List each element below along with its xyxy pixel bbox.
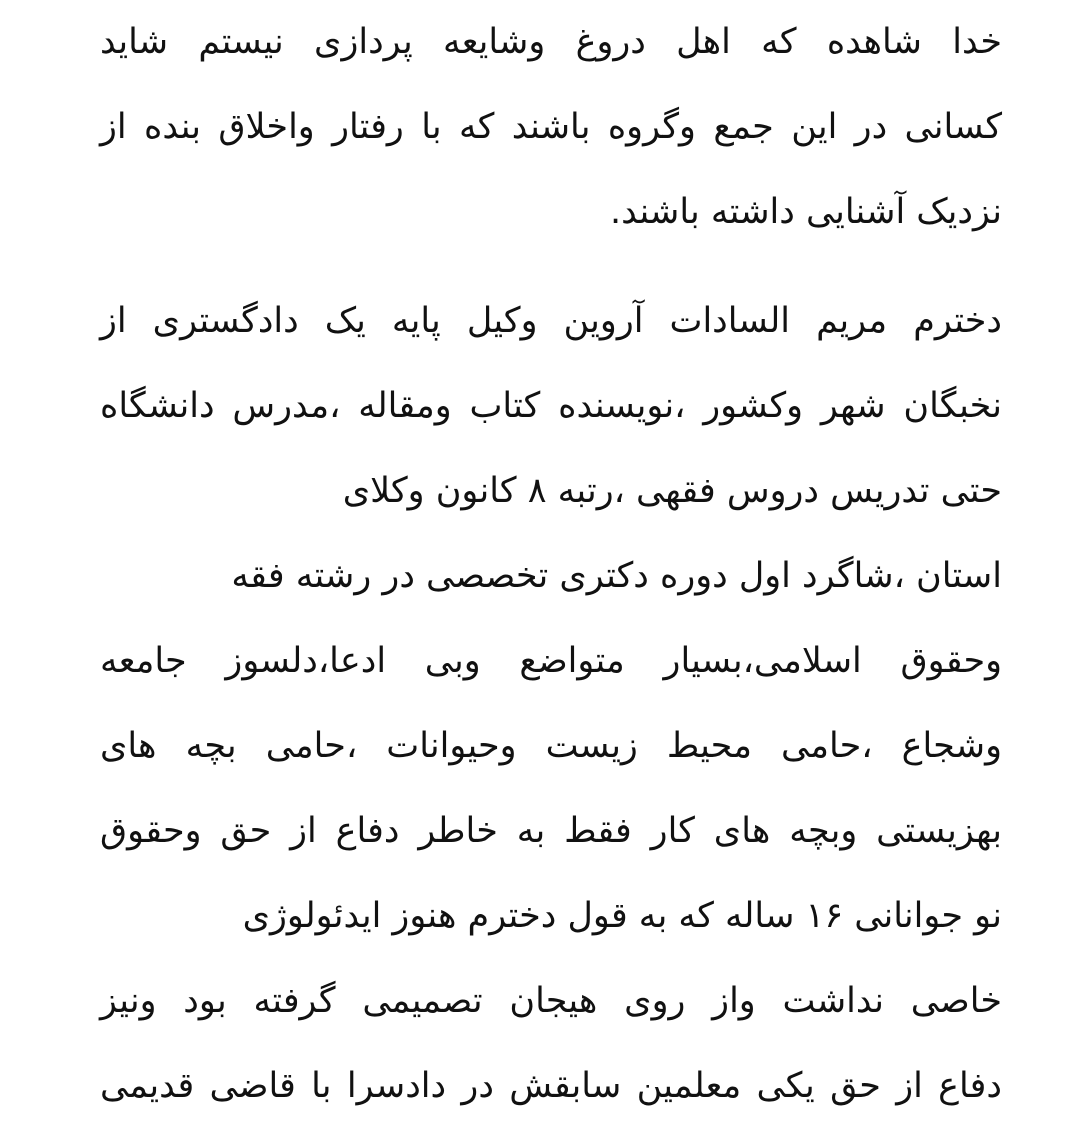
text-line: استان ،شاگرد اول دوره دکتری تخصصی در رشته فقه: [231, 556, 1002, 596]
text-line: کسانی در این جمع وگروه باشند که با رفتار واخلاق بنده از: [100, 107, 1002, 147]
paragraph-2: [100, 279, 1002, 1104]
paragraph-1: [100, 0, 1002, 255]
text-line: وحقوق اسلامی،بسیار متواضع وبی ادعا،دلسوز جامعه: [100, 641, 1002, 681]
text-line: خدا شاهده که اهل دروغ وشایعه پردازی نیستم شاید: [100, 22, 1002, 62]
text-line: خاصی نداشت واز روی هیجان تصمیمی گرفته بود ونیز: [100, 981, 1002, 1021]
document-text: [100, 0, 1002, 1104]
text-line: دخترم مریم السادات آروین وکیل پایه یک دادگستری از: [100, 301, 1002, 341]
paragraph-gap: [100, 255, 1002, 279]
text-line: دفاع از حق یکی معلمین سابقش در دادسرا با قاضی قدیمی: [100, 1066, 1002, 1106]
text-line: بهزیستی وبچه های کار فقط به خاطر دفاع از حق وحقوق: [100, 811, 1002, 851]
text-line: نزدیک آشنایی داشته باشند.: [609, 192, 1002, 232]
text-line: نخبگان شهر وکشور ،نویسنده کتاب ومقاله ،مدرس دانشگاه: [100, 386, 1002, 426]
text-line: نو جوانانی ۱۶ ساله که به قول دخترم هنوز ایدئولوژی: [242, 896, 1002, 936]
text-line: وشجاع ،حامی محیط زیست وحیوانات ،حامی بچه های: [100, 726, 1002, 766]
text-line: حتی تدریس دروس فقهی ،رتبه ۸ کانون وکلای: [342, 471, 1002, 511]
